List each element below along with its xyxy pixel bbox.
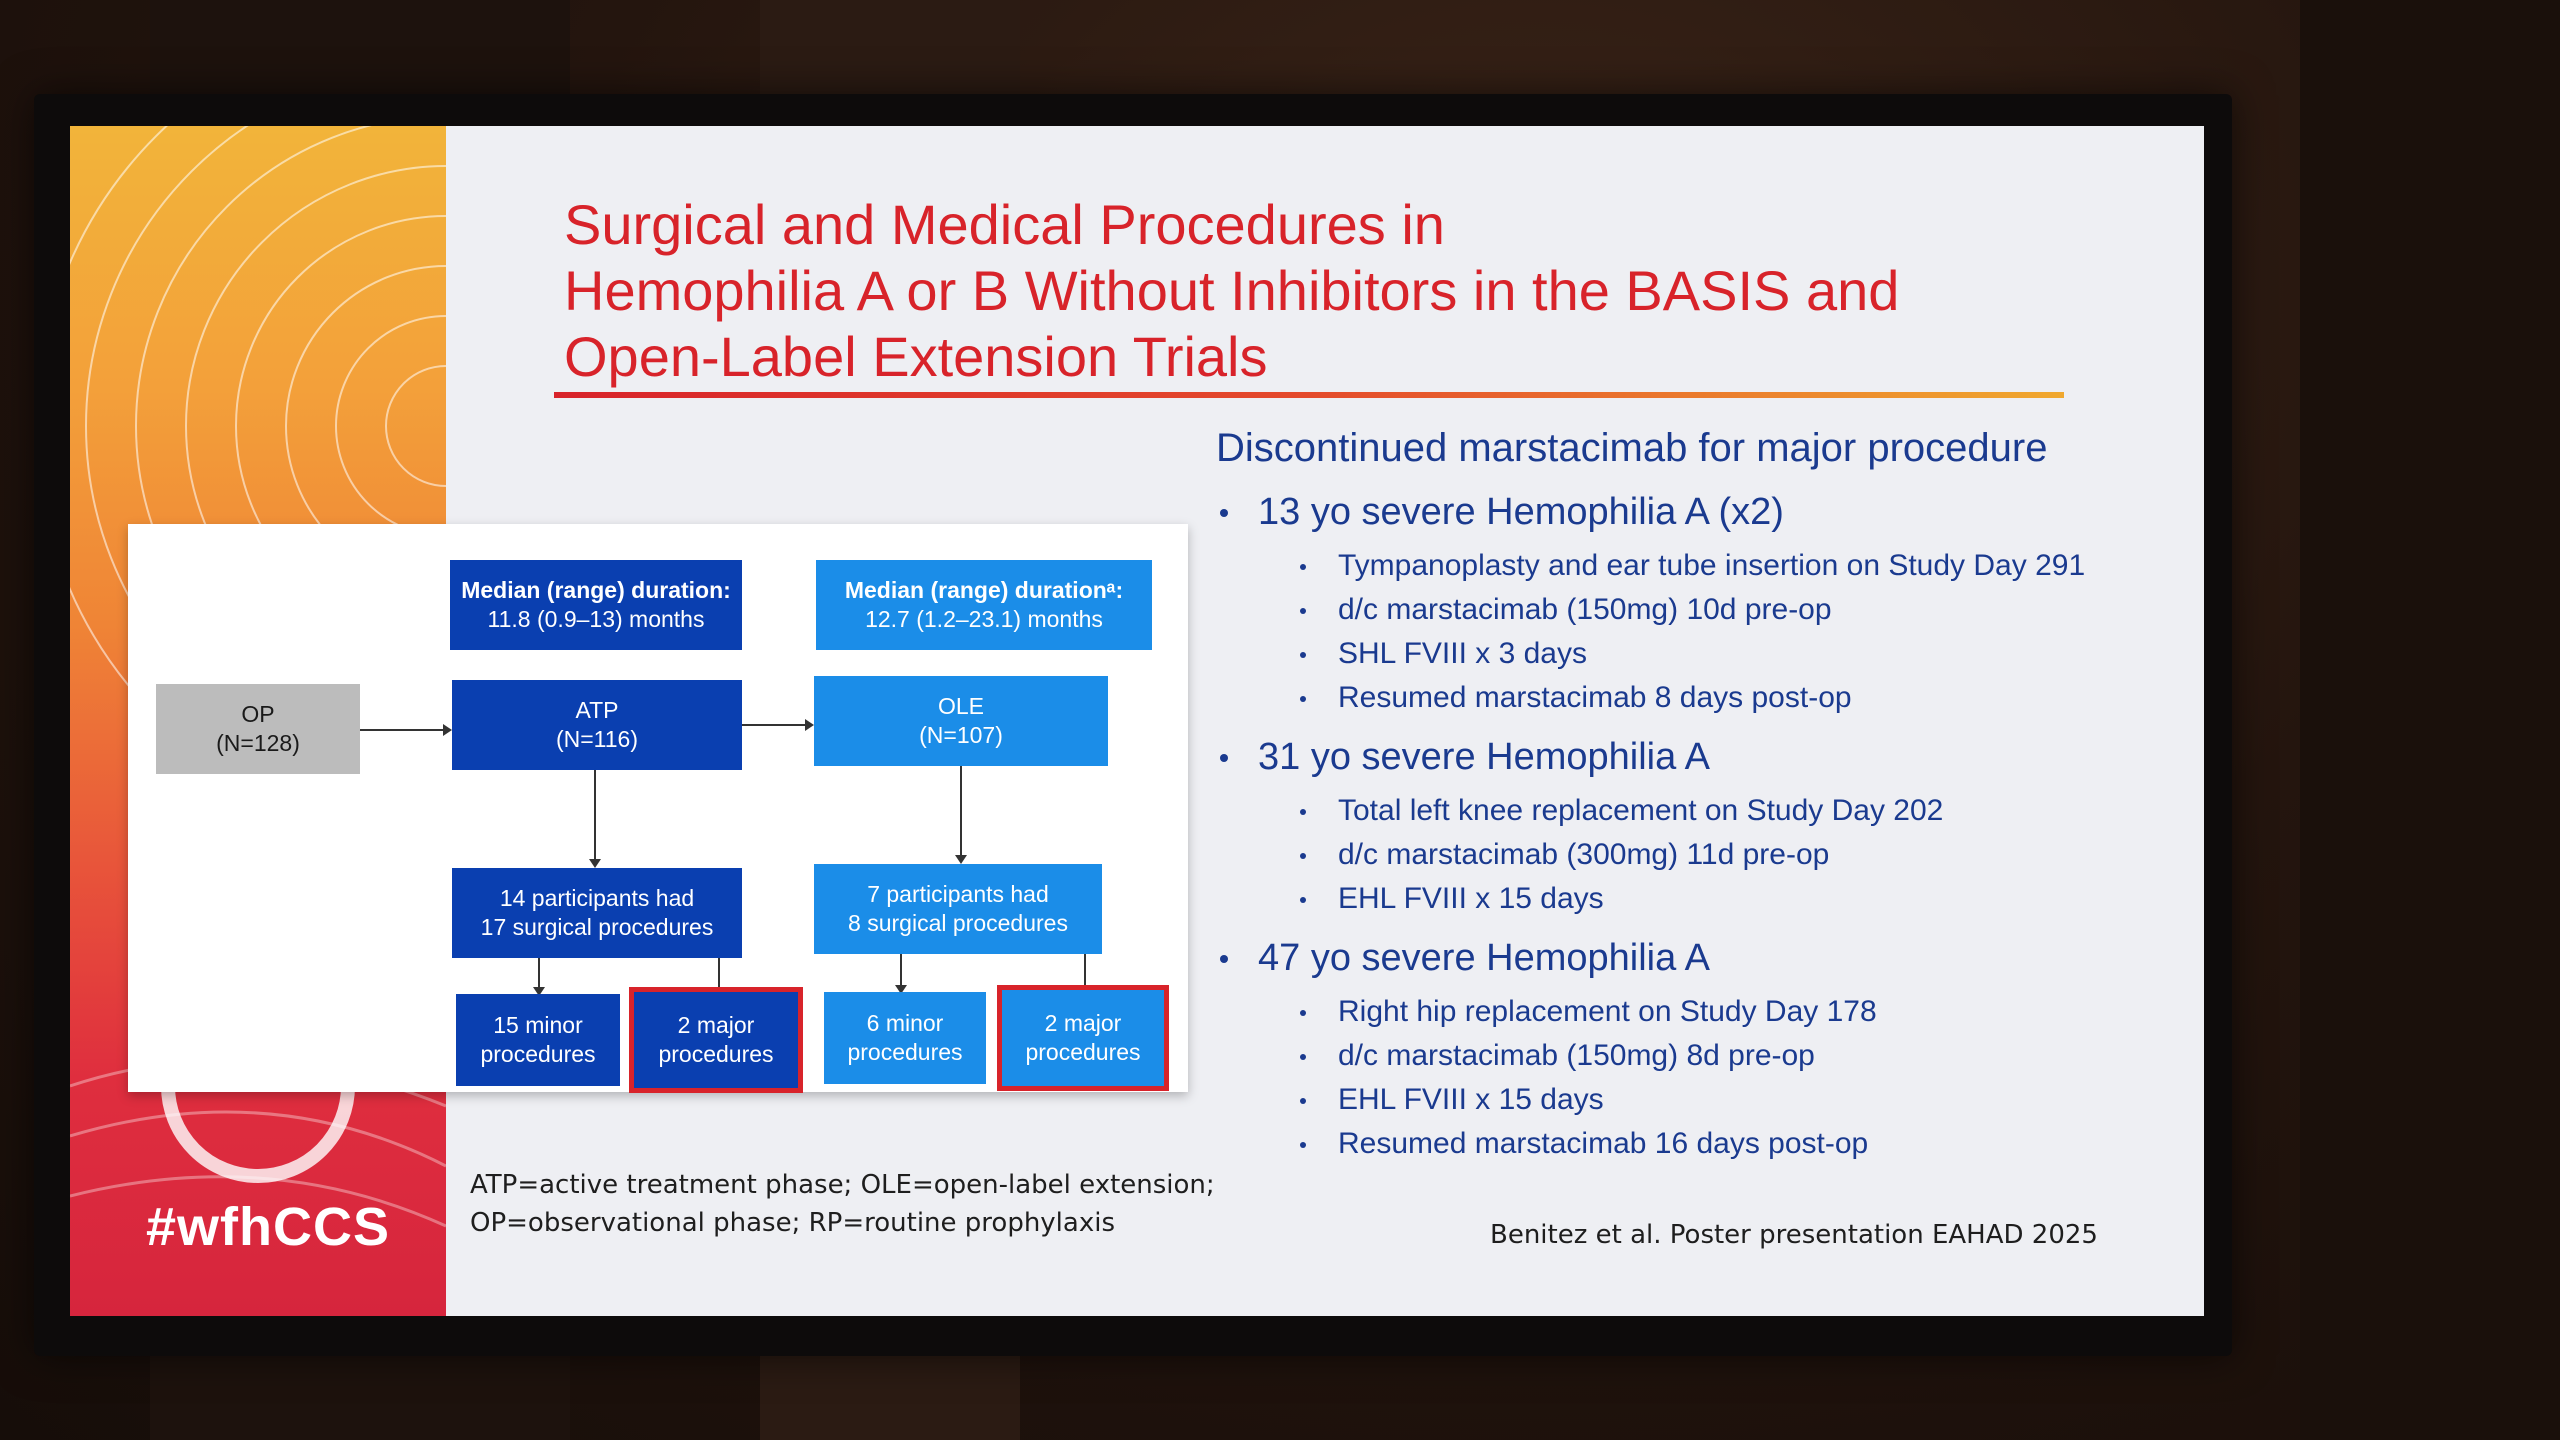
op-box-count: (N=128): [216, 730, 300, 756]
case-3-detail: Resumed marstacimab 16 days post-op: [1216, 1122, 2176, 1166]
case-3-title: 47 yo severe Hemophilia A: [1216, 937, 2176, 980]
ole-duration-box: [816, 560, 1152, 650]
ole-minor-line2: procedures: [847, 1039, 963, 1065]
slide-title: [564, 192, 2124, 390]
case-2-title: 31 yo severe Hemophilia A: [1216, 736, 2176, 779]
ole-duration-value: 12.7 (1.2–23.1) months: [865, 606, 1103, 632]
atp-major-line1: 2 major: [677, 1012, 755, 1038]
atp-surgeries-box: [452, 868, 742, 958]
ole-surgeries-line1: 7 participants had: [867, 881, 1049, 907]
atp-box-label: ATP: [575, 697, 619, 723]
case-3-detail: EHL FVIII x 15 days: [1216, 1078, 2176, 1122]
atp-duration-box: [450, 560, 742, 650]
case-2-detail: Total left knee replacement on Study Day 202: [1216, 789, 2176, 833]
ole-minor-line1: 6 minor: [866, 1010, 944, 1036]
case-list-heading: Discontinued marstacimab for major procedure: [1216, 426, 2048, 470]
atp-minor-line1: 15 minor: [493, 1012, 583, 1038]
case-1-detail: d/c marstacimab (150mg) 10d pre-op: [1216, 588, 2176, 632]
atp-major-box: [632, 990, 800, 1090]
op-box: [156, 684, 360, 774]
case-1-title: 13 yo severe Hemophilia A (x2): [1216, 491, 2176, 534]
title-line-1: Surgical and Medical Procedures in: [564, 193, 1445, 256]
ole-major-box: [1000, 988, 1166, 1088]
projected-slide: [70, 126, 2204, 1316]
ole-major-arrow: [1084, 954, 1086, 992]
atp-surgeries-line1: 14 participants had: [499, 885, 695, 911]
title-line-2: Hemophilia A or B Without Inhibitors in the BASIS and: [564, 259, 1900, 322]
atp-box-count: (N=116): [555, 726, 639, 752]
atp-box: [452, 680, 742, 770]
atp-major-line2: procedures: [658, 1041, 774, 1067]
case-3-detail: d/c marstacimab (150mg) 8d pre-op: [1216, 1034, 2176, 1078]
abbreviations-footnote: [470, 1166, 1215, 1242]
atp-to-ole-arrow: [742, 724, 812, 726]
title-line-3: Open-Label Extension Trials: [564, 325, 1268, 388]
title-divider: [554, 392, 2064, 398]
ole-major-line2: procedures: [1025, 1039, 1141, 1065]
atp-down-arrow: [594, 770, 596, 866]
atp-minor-line2: procedures: [480, 1041, 596, 1067]
case-list: [1216, 426, 2176, 1166]
case-1-detail: SHL FVIII x 3 days: [1216, 632, 2176, 676]
atp-major-arrow: [718, 958, 720, 994]
flowchart: [128, 524, 1188, 1092]
case-1-detail: Tympanoplasty and ear tube insertion on Study Day 291: [1216, 544, 2176, 588]
ole-box: [814, 676, 1108, 766]
wall-panel-right: [2300, 0, 2560, 1440]
hashtag-label: #wfhCCS: [146, 1197, 391, 1257]
atp-minor-arrow: [538, 958, 540, 994]
ole-box-count: (N=107): [919, 722, 1003, 748]
op-to-atp-arrow: [360, 729, 450, 731]
ole-minor-arrow: [900, 954, 902, 992]
atp-surgeries-line2: 17 surgical procedures: [480, 914, 714, 940]
ole-surgeries-line2: 8 surgical procedures: [848, 910, 1068, 936]
case-2-detail: d/c marstacimab (300mg) 11d pre-op: [1216, 833, 2176, 877]
ole-duration-label: Median (range) durationᵃ:: [844, 577, 1124, 603]
ole-surgeries-box: [814, 864, 1102, 954]
atp-minor-box: [456, 994, 620, 1086]
atp-duration-value: 11.8 (0.9–13) months: [487, 606, 705, 632]
case-3-detail: Right hip replacement on Study Day 178: [1216, 990, 2176, 1034]
ole-major-line1: 2 major: [1044, 1010, 1122, 1036]
abbreviations-line-2: OP=observational phase; RP=routine prophylaxis: [470, 1208, 1115, 1238]
ole-down-arrow: [960, 766, 962, 862]
citation: Benitez et al. Poster presentation EAHAD 2025: [1490, 1220, 2098, 1250]
op-box-label: OP: [241, 701, 275, 727]
ole-box-label: OLE: [937, 693, 985, 719]
ole-minor-box: [824, 992, 986, 1084]
case-1-detail: Resumed marstacimab 8 days post-op: [1216, 676, 2176, 720]
atp-duration-label: Median (range) duration:: [461, 577, 731, 603]
abbreviations-line-1: ATP=active treatment phase; OLE=open-label extension;: [470, 1170, 1215, 1200]
case-2-detail: EHL FVIII x 15 days: [1216, 877, 2176, 921]
